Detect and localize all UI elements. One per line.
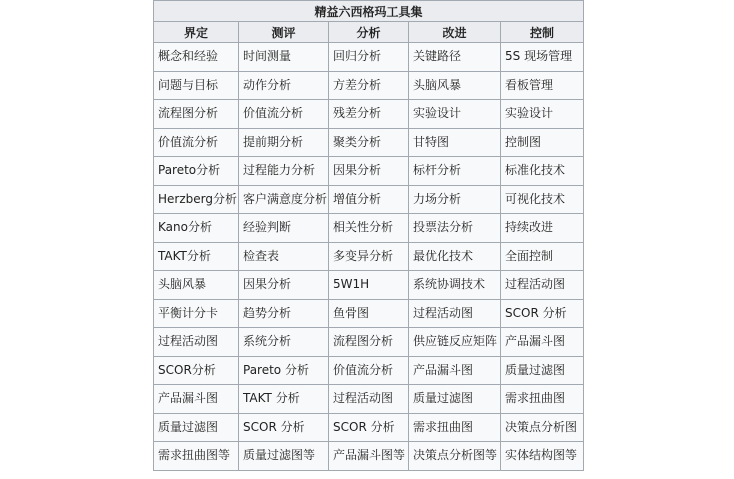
table-row: [154, 385, 584, 414]
table-cell: 质量过滤图: [409, 385, 501, 414]
table-cell: 因果分析: [239, 271, 329, 300]
table-row: [154, 157, 584, 186]
table-cell: 头脑风暴: [154, 271, 239, 300]
table-cell: 看板管理: [501, 71, 584, 100]
table-row: [154, 242, 584, 271]
table-cell: 因果分析: [329, 157, 409, 186]
table-cell: Kano分析: [154, 214, 239, 243]
table-cell: 平衡计分卡: [154, 299, 239, 328]
table-cell: 供应链反应矩阵: [409, 328, 501, 357]
table-row: [154, 271, 584, 300]
table-cell: 关键路径: [409, 43, 501, 72]
table-cell: 流程图分析: [329, 328, 409, 357]
table-row: [154, 100, 584, 129]
column-header-control: 控制: [501, 22, 584, 43]
table-cell: 产品漏斗图等: [329, 442, 409, 471]
table-cell: SCOR 分析: [239, 413, 329, 442]
table-cell: 决策点分析图: [501, 413, 584, 442]
table-cell: 需求扭曲图: [501, 385, 584, 414]
table-row: [154, 442, 584, 471]
table-cell: Herzberg分析: [154, 185, 239, 214]
table-row: [154, 71, 584, 100]
column-header-improve: 改进: [409, 22, 501, 43]
table-row: [154, 413, 584, 442]
table-cell: 实验设计: [409, 100, 501, 129]
table-body: [154, 43, 584, 471]
table-cell: 检查表: [239, 242, 329, 271]
table-cell: SCOR 分析: [501, 299, 584, 328]
table-cell: 聚类分析: [329, 128, 409, 157]
table-cell: SCOR分析: [154, 356, 239, 385]
table-cell: 增值分析: [329, 185, 409, 214]
table-cell: 最优化技术: [409, 242, 501, 271]
table-cell: 鱼骨图: [329, 299, 409, 328]
table-cell: 质量过滤图: [501, 356, 584, 385]
table-row: [154, 128, 584, 157]
table-cell: 价值流分析: [239, 100, 329, 129]
table-cell: 决策点分析图等: [409, 442, 501, 471]
table-cell: 需求扭曲图等: [154, 442, 239, 471]
table-title-row: [154, 1, 584, 22]
table-cell: 力场分析: [409, 185, 501, 214]
table-cell: 问题与目标: [154, 71, 239, 100]
table-cell: 质量过滤图: [154, 413, 239, 442]
table-cell: Pareto 分析: [239, 356, 329, 385]
table-row: [154, 328, 584, 357]
table-cell: 系统协调技术: [409, 271, 501, 300]
table-cell: 相关性分析: [329, 214, 409, 243]
table-cell: 动作分析: [239, 71, 329, 100]
table-row: [154, 185, 584, 214]
table-cell: 全面控制: [501, 242, 584, 271]
table-cell: 方差分析: [329, 71, 409, 100]
table-cell: TAKT 分析: [239, 385, 329, 414]
lean-six-sigma-tools-table: [153, 0, 584, 471]
tools-table-container: [153, 0, 583, 471]
table-cell: 过程活动图: [501, 271, 584, 300]
table-header-row: [154, 22, 584, 43]
table-cell: 价值流分析: [154, 128, 239, 157]
table-cell: 质量过滤图等: [239, 442, 329, 471]
table-cell: 实验设计: [501, 100, 584, 129]
table-cell: 控制图: [501, 128, 584, 157]
table-cell: 过程活动图: [154, 328, 239, 357]
table-cell: 头脑风暴: [409, 71, 501, 100]
table-cell: 需求扭曲图: [409, 413, 501, 442]
table-cell: 产品漏斗图: [501, 328, 584, 357]
table-row: [154, 43, 584, 72]
table-cell: 回归分析: [329, 43, 409, 72]
table-cell: 标杆分析: [409, 157, 501, 186]
table-cell: 过程活动图: [409, 299, 501, 328]
table-cell: 实体结构图等: [501, 442, 584, 471]
table-cell: 时间测量: [239, 43, 329, 72]
table-cell: 提前期分析: [239, 128, 329, 157]
table-cell: 概念和经验: [154, 43, 239, 72]
table-cell: 趋势分析: [239, 299, 329, 328]
table-cell: 甘特图: [409, 128, 501, 157]
column-header-analyze: 分析: [329, 22, 409, 43]
table-cell: 投票法分析: [409, 214, 501, 243]
column-header-measure: 测评: [239, 22, 329, 43]
table-cell: 系统分析: [239, 328, 329, 357]
table-cell: 流程图分析: [154, 100, 239, 129]
table-cell: 残差分析: [329, 100, 409, 129]
table-row: [154, 214, 584, 243]
table-cell: 客户满意度分析: [239, 185, 329, 214]
table-cell: 价值流分析: [329, 356, 409, 385]
table-cell: 可视化技术: [501, 185, 584, 214]
table-cell: 产品漏斗图: [409, 356, 501, 385]
table-cell: 过程活动图: [329, 385, 409, 414]
table-title: 精益六西格玛工具集: [154, 1, 584, 22]
table-row: [154, 299, 584, 328]
table-cell: 过程能力分析: [239, 157, 329, 186]
table-cell: SCOR 分析: [329, 413, 409, 442]
column-header-define: 界定: [154, 22, 239, 43]
table-cell: 5W1H: [329, 271, 409, 300]
table-cell: 标准化技术: [501, 157, 584, 186]
table-cell: 经验判断: [239, 214, 329, 243]
table-cell: Pareto分析: [154, 157, 239, 186]
table-cell: TAKT分析: [154, 242, 239, 271]
table-cell: 5S 现场管理: [501, 43, 584, 72]
table-cell: 持续改进: [501, 214, 584, 243]
table-row: [154, 356, 584, 385]
table-cell: 产品漏斗图: [154, 385, 239, 414]
table-cell: 多变异分析: [329, 242, 409, 271]
